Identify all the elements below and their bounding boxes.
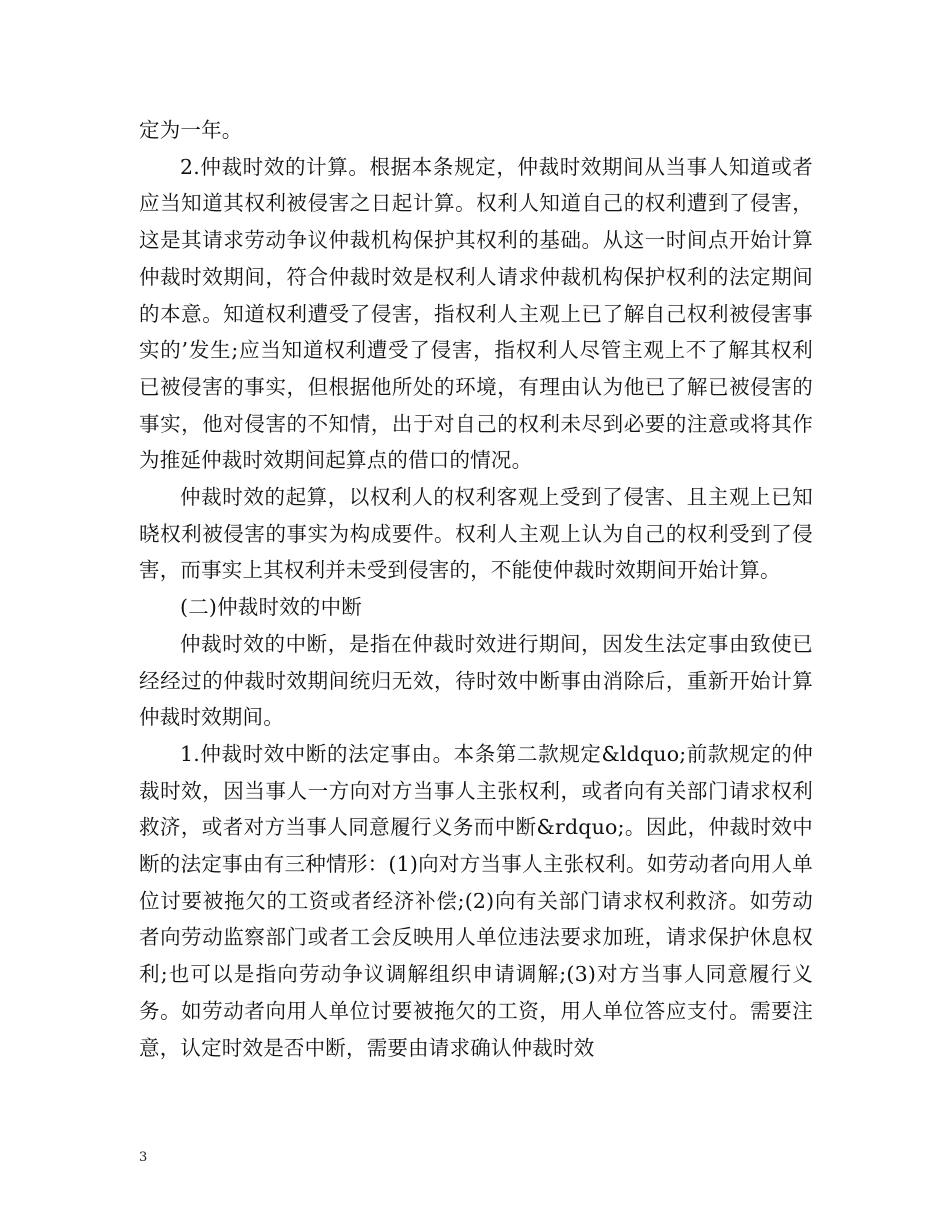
paragraph-limitation-calculation: 2.仲裁时效的计算。根据本条规定，仲裁时效期间从当事人知道或者应当知道其权利被侵害之日起计算。权利人知道自己的权利遭到了侵害，这是其请求劳动争议仲裁机构保护其权利的基础。从这一时间点开始计算仲裁时效期间，符合仲裁时效是权利人请求仲裁机构保护权利的法定期间的本意。知道权利遭受了侵害，指权利人主观上已了解自己权利被侵害事实的’发生;应当知道权利遭受了侵害，指权利人尽管主观上不了解其权利已被侵害的事实，但根据他所处的环境，有理由认为他已了解已被侵害的事实，他对侵害的不知情，出于对自己的权利未尽到必要的注意或将其作为推延仲裁时效期间起算点的借口的情况。 (139, 154, 813, 473)
paragraph-interruption-causes: 1.仲裁时效中断的法定事由。本条第二款规定&ldquo;前款规定的仲裁时效，因当事人一方向对方当事人主张权利，或者向有关部门请求权利救济，或者对方当事人同意履行义务而中断&rdquo;。因此，仲裁时效中断的法定事由有三种情形：(1)向对方当事人主张权利。如劳动者向用人单位讨要被拖欠的工资或者经济补偿;(2)向有关部门请求权利救济。如劳动者向劳动监察部门或者工会反映用人单位违法要求加班，请求保护休息权利;也可以是指向劳动争议调解组织申请调解;(3)对方当事人同意履行义务。如劳动者向用人单位讨要被拖欠的工资，用人单位答应支付。需要注意，认定时效是否中断，需要由请求确认仲裁时效 (139, 741, 813, 1060)
page-number: 3 (139, 1150, 148, 1165)
paragraph-interruption-definition: 仲裁时效的中断，是指在仲裁时效进行期间，因发生法定事由致使已经经过的仲裁时效期间统归无效，待时效中断事由消除后，重新开始计算仲裁时效期间。 (139, 631, 813, 730)
section-heading-interruption: (二)仲裁时效的中断 (180, 595, 362, 620)
body-text (139, 112, 813, 1066)
paragraph-continuation: 定为一年。 (139, 118, 243, 142)
paragraph-limitation-start: 仲裁时效的起算，以权利人的权利客观上受到了侵害、且主观上已知晓权利被侵害的事实为构成要件。权利人主观上认为自己的权利受到了侵害，而事实上其权利并未受到侵害的，不能使仲裁时效期间开始计算。 (139, 485, 813, 583)
